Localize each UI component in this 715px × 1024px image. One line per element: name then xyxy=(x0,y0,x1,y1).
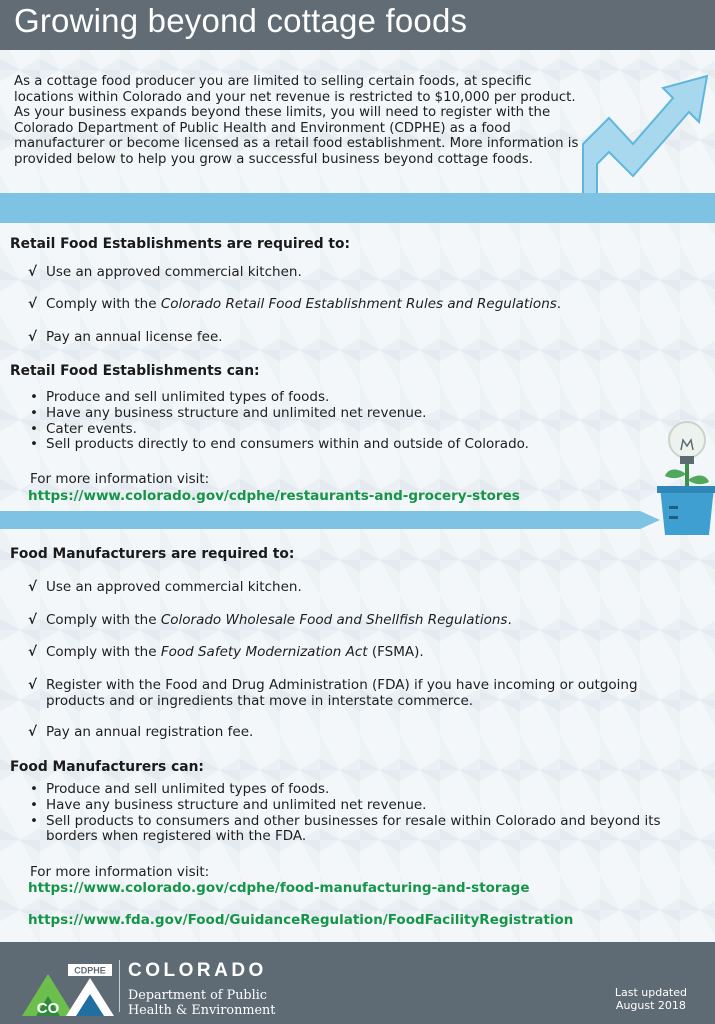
list-item: • Cater events. xyxy=(30,420,137,437)
check-icon: √ xyxy=(28,677,38,693)
retail-required-item: √ Comply with the Colorado Retail Food Establishment Rules and Regulations. xyxy=(28,296,562,312)
section-divider-band xyxy=(0,193,715,223)
svg-text:CO: CO xyxy=(36,1000,60,1017)
cdphe-logo-icon xyxy=(18,956,116,1018)
list-item: • Produce and sell unlimited types of foods. xyxy=(30,389,330,405)
manufacturers-required-item: √ Use an approved commercial kitchen. xyxy=(28,579,302,595)
check-icon: √ xyxy=(28,296,38,312)
section-divider-arrow xyxy=(0,511,660,529)
last-updated: Last updated August 2018 xyxy=(614,986,687,1012)
svg-text:CDPHE: CDPHE xyxy=(74,965,106,976)
footer-divider xyxy=(119,960,120,1012)
retail-info-link[interactable]: https://www.colorado.gov/cdphe/restaurants-and-grocery-stores xyxy=(28,488,520,504)
check-icon: √ xyxy=(28,579,38,595)
header-bar xyxy=(0,0,715,50)
manufacturers-required-item: √ Register with the Food and Drug Administration (FDA) if you have incoming or outgoing products and or ingredients that move in interstate commerce. xyxy=(28,677,638,709)
footer-department: Department of Public Health & Environment xyxy=(128,988,276,1018)
manufacturers-required-item: √ Comply with the Food Safety Modernization Act (FSMA). xyxy=(28,644,424,660)
growth-arrow-icon xyxy=(575,52,715,212)
list-item: • Produce and sell unlimited types of foods. xyxy=(30,781,330,797)
manufacturers-can-heading: Food Manufacturers can: xyxy=(10,759,204,775)
check-icon: √ xyxy=(28,612,38,628)
retail-can-list xyxy=(30,390,690,453)
footer xyxy=(0,942,715,1024)
manufacturers-required-heading: Food Manufacturers are required to: xyxy=(10,546,295,562)
list-item: • Have any business structure and unlimited net revenue. xyxy=(30,796,427,813)
check-icon: √ xyxy=(28,644,38,660)
retail-required-heading: Retail Food Establishments are required to: xyxy=(10,236,351,252)
fda-registration-link[interactable]: https://www.fda.gov/Food/GuidanceRegulation/FoodFacilityRegistration xyxy=(28,912,574,928)
list-item: • Have any business structure and unlimited net revenue. xyxy=(30,404,427,421)
retail-can-heading: Retail Food Establishments can: xyxy=(10,363,260,379)
check-icon: √ xyxy=(28,724,38,740)
page-title: Growing beyond cottage foods xyxy=(14,2,468,39)
footer-org-name: COLORADO xyxy=(128,960,267,981)
retail-required-item: √ Use an approved commercial kitchen. xyxy=(28,264,302,280)
manufacturers-can-list xyxy=(30,782,690,845)
check-icon: √ xyxy=(28,264,38,280)
lightbulb-plant-icon xyxy=(655,410,715,535)
list-item: • Sell products directly to end consumers within and outside of Colorado. xyxy=(30,436,529,453)
retail-info-label: For more information visit: xyxy=(30,471,210,487)
manufacturers-required-item: √ Pay an annual registration fee. xyxy=(28,724,254,740)
intro-paragraph: As a cottage food producer you are limited to selling certain foods, at specific locations within Colorado and your net revenue is restricted to $10,000 per product. As your business expands beyond these limits, you will need to register with the Colorado Department of Public Health and Environment (CDPHE) as a food manufacturer or become licensed as a retail food establishment. More information is provided below to help you grow a successful business beyond cottage foods. xyxy=(14,74,579,167)
retail-required-item: √ Pay an annual license fee. xyxy=(28,329,223,345)
check-icon: √ xyxy=(28,329,38,345)
list-item: • Sell products to consumers and other businesses for resale within Colorado and beyond its borders when registered with the FDA. xyxy=(30,812,661,845)
manufacturers-required-item: √ Comply with the Colorado Wholesale Food and Shellfish Regulations. xyxy=(28,612,512,628)
manufacturers-info-link[interactable]: https://www.colorado.gov/cdphe/food-manufacturing-and-storage xyxy=(28,880,530,896)
manufacturers-info-label: For more information visit: xyxy=(30,864,210,880)
